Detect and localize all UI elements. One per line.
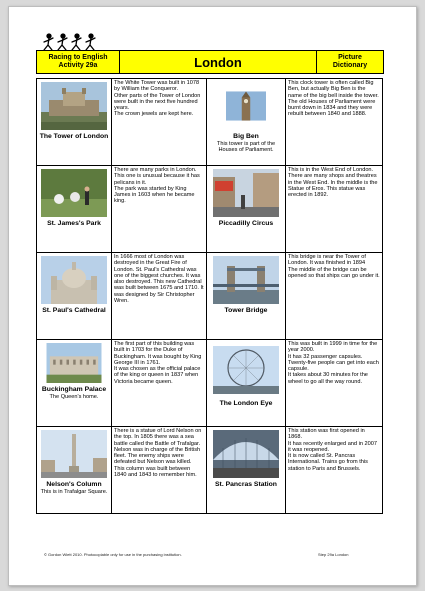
nelsons-column-photo — [41, 430, 107, 478]
landmark-description — [286, 427, 383, 514]
big-ben-photo — [226, 82, 266, 130]
landmark-description — [112, 166, 207, 253]
st-pancras-station-photo — [213, 430, 279, 478]
description-text: This is in the West End of London. There are many shops and theatres in the West End. In the middle is the Statue of Eros. This statue was erected in 1892. — [288, 167, 378, 199]
landmark-picture-cell — [207, 79, 286, 166]
worksheet-header — [36, 50, 384, 74]
landmark-name: St. Paul's Cathedral — [42, 307, 106, 314]
table-row — [37, 340, 383, 427]
landmark-description — [286, 340, 383, 427]
landmark-picture-cell — [207, 427, 286, 514]
activity-label — [37, 51, 120, 73]
landmark-description — [286, 253, 383, 340]
buckingham-palace-photo — [41, 343, 107, 383]
landmark-name: The London Eye — [219, 400, 273, 407]
st-james-park-photo — [41, 169, 107, 217]
landmark-note: This is in Trafalgar Square. — [40, 488, 108, 495]
landmark-note: The Queen's home. — [49, 393, 99, 400]
landmark-description — [286, 166, 383, 253]
london-eye-photo — [213, 343, 279, 397]
landmark-picture-cell — [37, 340, 112, 427]
landmark-description — [112, 427, 207, 514]
landmark-picture-cell — [37, 253, 112, 340]
description-text: In 1666 most of London was destroyed in the Great Fire of London. St. Paul's Cathedral was one of the biggest churches. It was also destroyed. This new Cathedral was built between 1675 and 1710. It was designed by Sir Christopher Wren. — [114, 254, 204, 305]
dictionary-label-line2: Dictionary — [332, 62, 368, 69]
landmark-note: This tower is part of the Houses of Parliament. — [216, 140, 276, 153]
description-text: This bridge is near the Tower of London. It was finished in 1894 The middle of the bridge can be opened so that ships can go under it. — [288, 254, 380, 279]
description-text: There are many parks in London. This one is unusual because it has pelicans in it. The park was started by King James in 1603 when he became king. — [114, 167, 200, 205]
table-row — [37, 166, 383, 253]
page-title: London — [120, 51, 317, 73]
description-text: This station was first opened in 1868. It has recently enlarged and in 2007 it was reopened. It is now called St. Pancras International. Trains go from this station to Paris and Brussels. — [288, 428, 377, 472]
step-footer: Step 29a London — [318, 552, 349, 557]
tower-bridge-photo — [213, 256, 279, 304]
description-text: The first part of this building was built in 1703 for the Duke of Buckingham. It was bought by King George III in 1761. It was chosen as the official palace of the king or queen in 1837 when Victoria became queen. — [114, 341, 202, 385]
landmark-name: St. Pancras Station — [215, 481, 277, 488]
dictionary-label-line1: Picture — [338, 54, 362, 61]
landmark-name: Nelson's Column — [46, 481, 102, 488]
picture-dictionary-table — [36, 78, 383, 514]
tower-of-london-photo — [41, 82, 107, 130]
piccadilly-circus-photo — [213, 169, 279, 217]
landmark-description — [112, 340, 207, 427]
landmark-name: Tower Bridge — [224, 307, 268, 314]
landmark-name: The Tower of London — [39, 133, 109, 140]
description-text: There is a statue of Lord Nelson on the top. In 1805 there was a sea battle called the Battle of Trafalgar. Nelson was in charge of the British fleet. The enemy ships were defeated but Nelson was killed. This column was built between 1840 and 1843 to remember him. — [114, 428, 202, 479]
dictionary-label — [317, 51, 383, 73]
copyright-footer: © Gordon Wiett 2010. Photocopiable only for use in the purchasing institution. — [44, 552, 182, 557]
landmark-name: Buckingham Palace — [41, 386, 107, 393]
table-row — [37, 427, 383, 514]
landmark-description — [286, 79, 383, 166]
table-row — [37, 79, 383, 166]
landmark-picture-cell — [37, 166, 112, 253]
description-text: This was built in 1999 in time for the year 2000. It has 32 passenger capsules. Twenty-five people can get into each capsule. It takes about 30 minutes for the wheel to go all the way round. — [288, 341, 379, 385]
description-text: The White Tower was built in 1078 by William the Conqueror. Other parts of the Tower of London were built in the next five hundred years. The crown jewels are kept here. — [114, 80, 201, 118]
landmark-description — [112, 79, 207, 166]
st-pauls-cathedral-photo — [41, 256, 107, 304]
table-row — [37, 253, 383, 340]
landmark-picture-cell — [207, 166, 286, 253]
landmark-picture-cell — [207, 340, 286, 427]
landmark-picture-cell — [37, 427, 112, 514]
landmark-name: Piccadilly Circus — [218, 220, 274, 227]
landmark-description — [112, 253, 207, 340]
landmark-name: St. James's Park — [47, 220, 101, 227]
description-text: This clock tower is often called Big Ben, but actually Big Ben is the name of the big bell inside the tower. The old Houses of Parliament were burnt down in 1834 and they were rebuilt between 1840 and 1888. — [288, 80, 379, 118]
activity-number: Activity 29a — [58, 62, 98, 69]
landmark-picture-cell — [37, 79, 112, 166]
landmark-name: Big Ben — [233, 133, 259, 140]
landmark-picture-cell — [207, 253, 286, 340]
series-title: Racing to English — [48, 54, 108, 61]
